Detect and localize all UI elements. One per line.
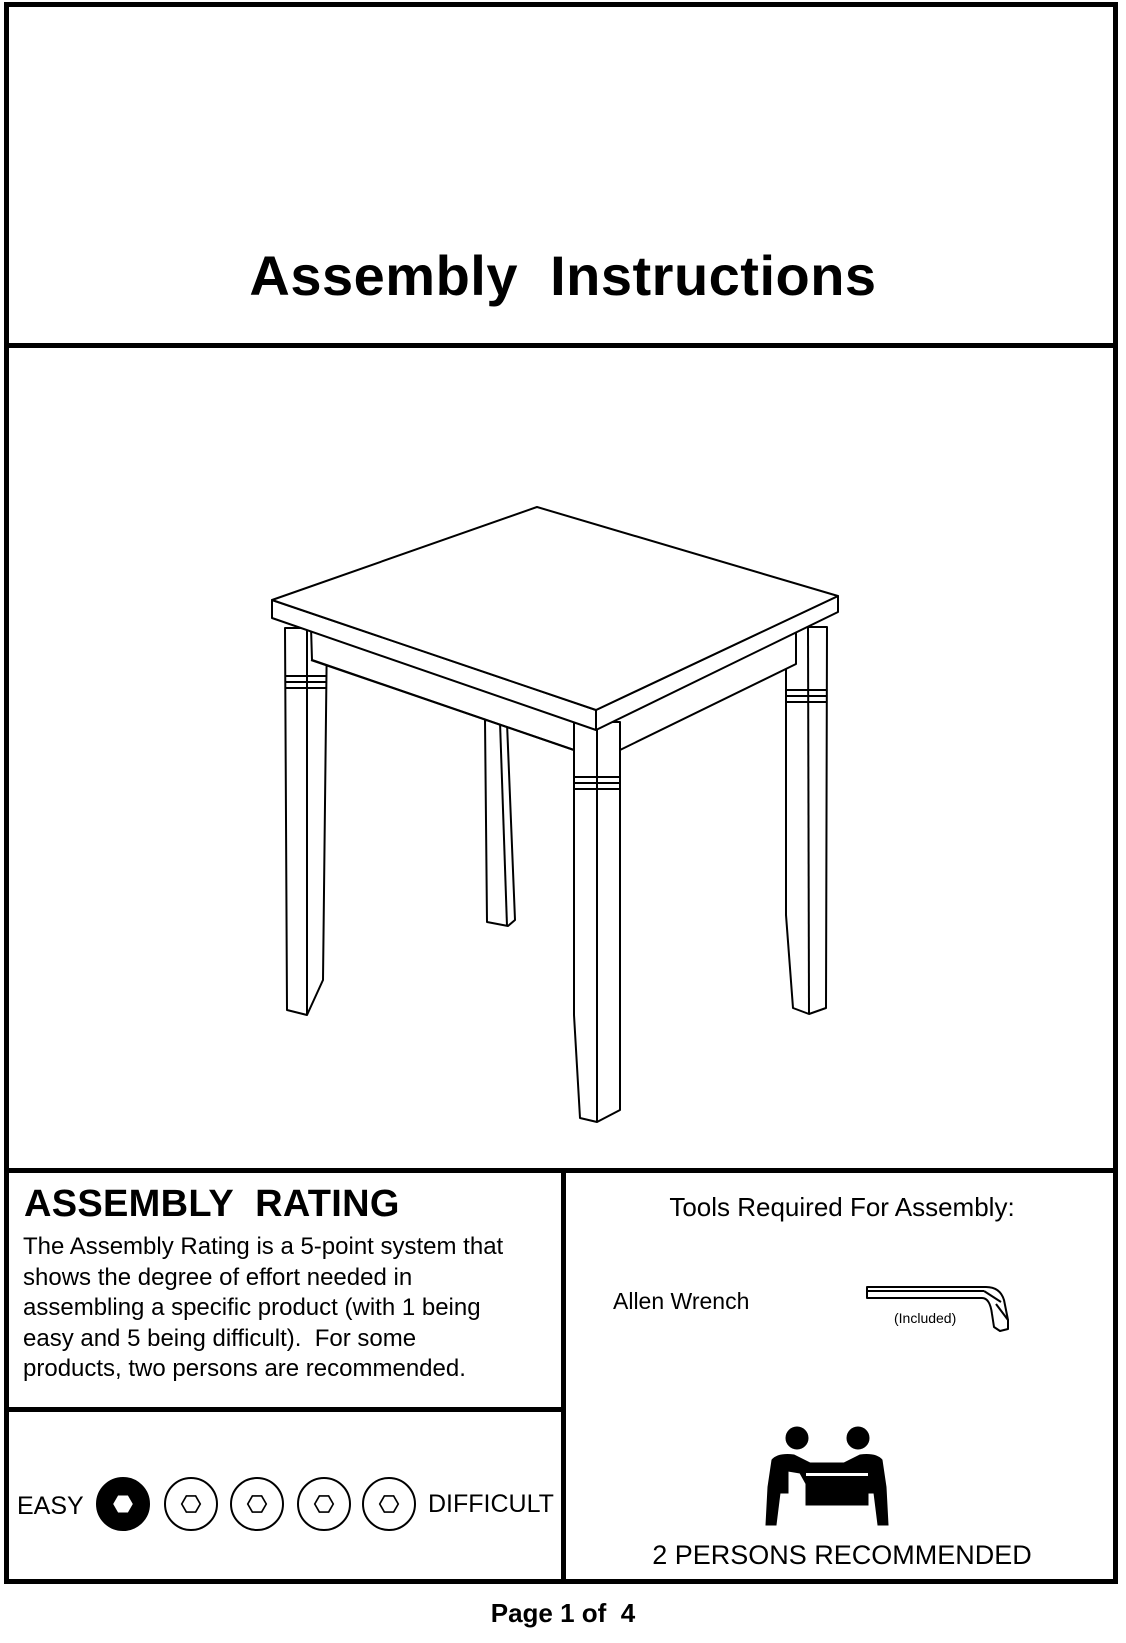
rating-heading: ASSEMBLY RATING [24,1183,400,1225]
rating-description-line: assembling a specific product (with 1 being [23,1294,481,1321]
hex-screw-icon [315,1496,334,1512]
rating-description-line: easy and 5 being difficult). For some [23,1324,417,1352]
tool-note: (Included) [894,1310,957,1326]
hex-screw-icon [364,1479,414,1529]
difficult-label: DIFFICULT [428,1490,554,1518]
tool-name: Allen Wrench [613,1288,750,1314]
page-number: Page 1 of 4 [490,1598,636,1628]
easy-label: EASY [17,1492,84,1520]
hex-screw-icon [299,1479,349,1529]
hex-screw-icon [114,1496,132,1511]
hex-screw-icon [99,1480,147,1528]
rating-description-line: The Assembly Rating is a 5-point system that [23,1233,504,1260]
rating-dial-4 [297,1477,351,1531]
hex-screw-icon [182,1496,201,1512]
persons-recommended-label: 2 PERSONS RECOMMENDED [652,1540,1032,1570]
page-title: Assembly Instructions [249,244,877,307]
rating-description-line: products, two persons are recommended. [23,1355,466,1382]
two-persons-lifting-icon [762,1425,912,1535]
hex-screw-icon [380,1496,399,1512]
hex-screw-icon [248,1496,267,1512]
rating-description [23,1232,563,1385]
tools-heading: Tools Required For Assembly: [669,1192,1015,1222]
rating-divider [4,1407,564,1412]
hex-screw-icon [166,1479,216,1529]
rating-dial-5 [362,1477,416,1531]
rating-dial-3 [230,1477,284,1531]
hex-screw-icon [232,1479,282,1529]
rating-description-line: shows the degree of effort needed in [23,1263,413,1291]
rating-dial-1 [96,1477,150,1531]
rating-dial-2 [164,1477,218,1531]
